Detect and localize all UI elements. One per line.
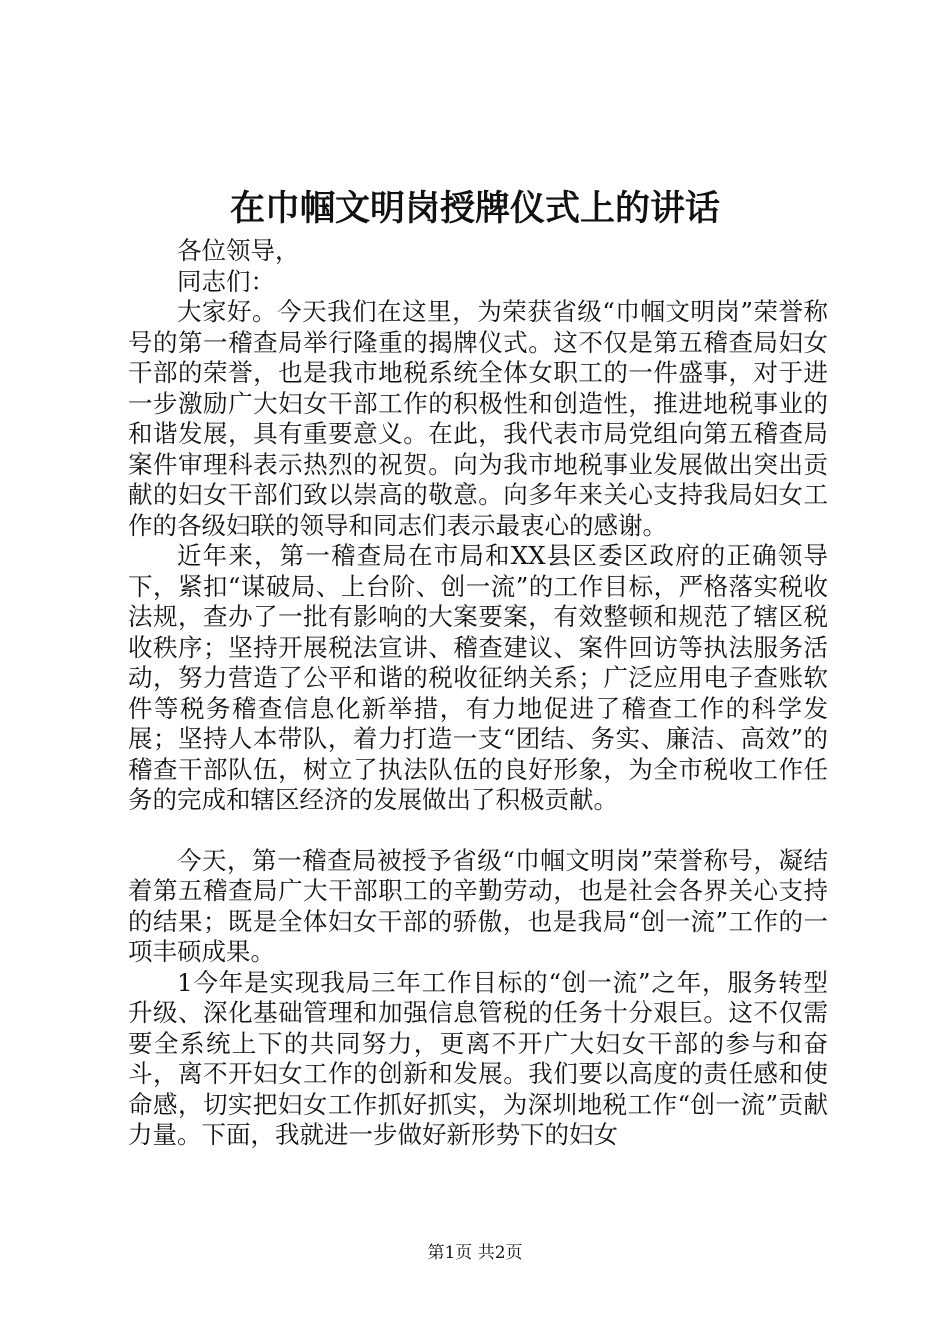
greeting-leaders: 各位领导， xyxy=(177,236,300,265)
greeting-comrades: 同志们： xyxy=(177,266,275,296)
paragraph-achievements: 近年来，第一稽查局在市局和XX县区委区政府的正确领导下，紧扣“谋破局、上台阶、创一流”的工作目标，严格落实税收法规，查办了一批有影响的大案要案，有效整顿和规范了辖区税收秩序；坚持开展税法宣讲、稽查建议、案件回访等执法服务活动，努力营造了公平和谐的税收征纳关系；广泛应用电子查账软件等税务稽查信息化新举措，有力地促进了稽查工作的科学发展；坚持人本带队，着力打造一支“团结、务实、廉洁、高效”的稽查干部队伍，树立了执法队伍的良好形象，为全市税收工作任务的完成和辖区经济的发展做出了积极贡献。 xyxy=(128,541,828,814)
paragraph-honor: 今天，第一稽查局被授予省级“巾帼文明岗”荣誉称号，凝结着第五稽查局广大干部职工的辛勤劳动，也是社会各界关心支持的结果；既是全体妇女干部的骄傲，也是我局“创一流”工作的一项丰硕成果。 xyxy=(128,845,828,966)
paragraph-outlook: 1今年是实现我局三年工作目标的“创一流”之年，服务转型升级、深化基础管理和加强信息管税的任务十分艰巨。这不仅需要全系统上下的共同努力，更离不开广大妇女干部的参与和奋斗，离不开妇女工作的创新和发展。我们要以高度的责任感和使命感，切实把妇女工作抓好抓实，为深圳地税工作“创一流”贡献力量。下面，我就进一步做好新形势下的妇女 xyxy=(128,967,828,1149)
paragraph-opening: 大家好。今天我们在这里，为荣获省级“巾帼文明岗”荣誉称号的第一稽查局举行隆重的揭牌仪式。这不仅是第五稽查局妇女干部的荣誉，也是我市地税系统全体女职工的一件盛事，对于进一步激励广大妇女干部工作的积极性和创造性，推进地税事业的和谐发展，具有重要意义。在此，我代表市局党组向第五稽查局案件审理科表示热烈的祝贺。向为我市地税事业发展做出突出贡献的妇女干部们致以崇高的敬意。向多年来关心支持我局妇女工作的各级妇联的领导和同志们表示最衷心的感谢。 xyxy=(128,297,828,540)
page-number-footer: 第1页 共2页 xyxy=(427,1243,523,1263)
document-body xyxy=(128,236,828,1151)
page-title: 在巾帼文明岗授牌仪式上的讲话 xyxy=(229,188,720,229)
